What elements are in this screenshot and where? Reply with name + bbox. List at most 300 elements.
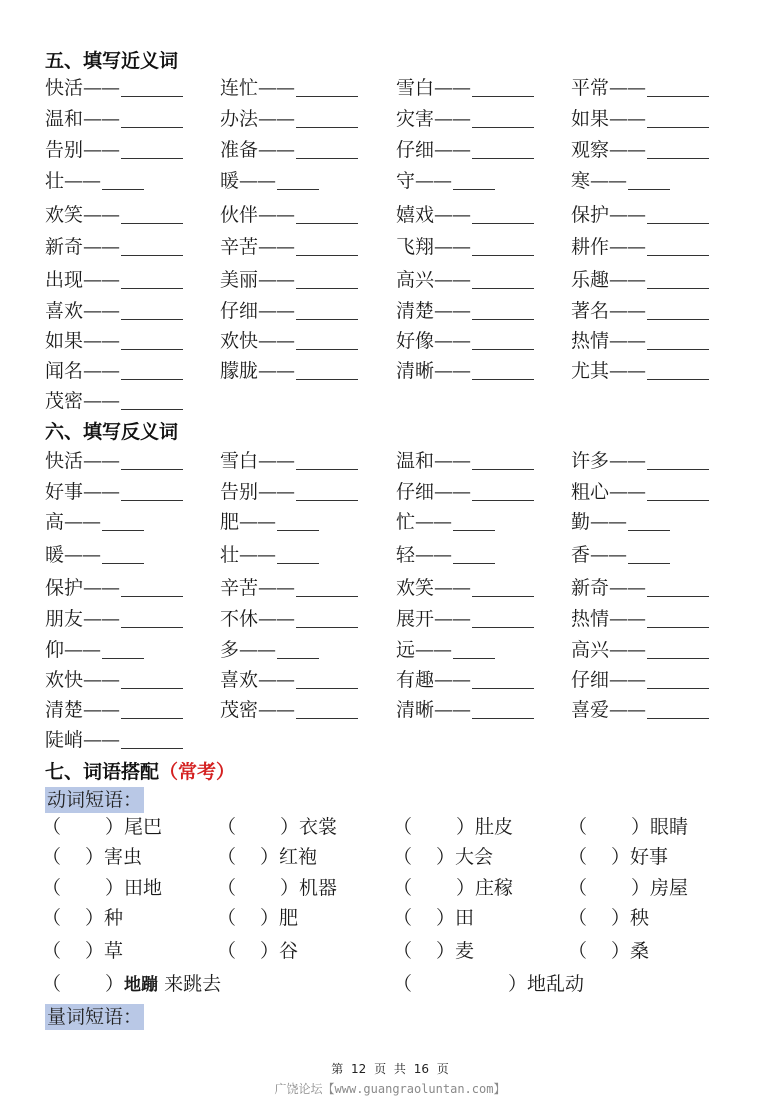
answer-blank[interactable] [647, 578, 709, 597]
close-paren: ） [456, 877, 476, 899]
open-paren: （ [217, 877, 237, 899]
open-paren: （ [42, 973, 62, 995]
word-item [220, 299, 358, 323]
answer-blank[interactable] [296, 237, 358, 256]
answer-blank[interactable] [121, 237, 183, 256]
prompt-word: 辛苦 [220, 236, 259, 258]
dash-separator: —— [258, 699, 295, 721]
close-paren: ） [611, 940, 631, 962]
phrase-row [0, 845, 780, 869]
prompt-word: 清楚 [396, 300, 435, 322]
word-item [220, 576, 358, 600]
section-5-title: 五、填写近义词 [45, 50, 179, 72]
word-item [45, 510, 144, 534]
close-paren: ） [260, 907, 280, 929]
word-item [45, 76, 183, 100]
answer-blank[interactable] [296, 670, 358, 689]
prompt-word: 好事 [45, 481, 84, 503]
exercise-row [0, 543, 780, 567]
word-item [396, 76, 534, 100]
answer-blank[interactable] [296, 482, 358, 501]
dash-separator: —— [609, 608, 646, 630]
phrase-item [393, 876, 513, 900]
prompt-word: 仔细 [396, 481, 435, 503]
prompt-word: 灾害 [396, 108, 435, 130]
open-paren: （ [568, 846, 588, 868]
dash-separator: —— [609, 300, 646, 322]
prompt-word: 清晰 [396, 699, 435, 721]
exercise-row [0, 169, 780, 193]
prompt-word: 清楚 [45, 699, 84, 721]
phrase-item [42, 815, 162, 839]
answer-blank[interactable] [472, 482, 534, 501]
prompt-word: 嬉戏 [396, 204, 435, 226]
dash-separator: —— [258, 236, 295, 258]
answer-blank[interactable] [296, 331, 358, 350]
phrase-item [568, 939, 649, 963]
phrase-item [217, 939, 298, 963]
open-paren: （ [393, 816, 413, 838]
answer-blank[interactable] [296, 451, 358, 470]
open-paren: （ [568, 877, 588, 899]
word-item [571, 638, 709, 662]
dash-separator: —— [434, 330, 471, 352]
answer-blank[interactable] [296, 361, 358, 380]
open-paren: （ [393, 877, 413, 899]
dash-separator: —— [239, 544, 276, 566]
answer-blank[interactable] [628, 545, 670, 564]
word-item [220, 449, 358, 473]
dash-separator: —— [83, 269, 120, 291]
open-paren: （ [217, 816, 237, 838]
answer-blank[interactable] [472, 205, 534, 224]
prompt-word: 耕作 [571, 236, 610, 258]
phrase-noun: 机器 [299, 877, 338, 899]
word-item [45, 107, 183, 131]
answer-blank[interactable] [647, 451, 709, 470]
prompt-word: 喜欢 [45, 300, 84, 322]
answer-blank[interactable] [296, 205, 358, 224]
open-paren: （ [217, 907, 237, 929]
open-paren: （ [393, 846, 413, 868]
word-item [571, 668, 709, 692]
prompt-word: 美丽 [220, 269, 259, 291]
phrase-item [217, 815, 337, 839]
close-paren: ） [105, 973, 125, 995]
answer-blank[interactable] [277, 171, 319, 190]
prompt-word: 多 [220, 639, 240, 661]
exercise-row [0, 480, 780, 504]
dash-separator: —— [239, 170, 276, 192]
word-item [571, 329, 709, 353]
prompt-word: 观察 [571, 139, 610, 161]
prompt-word: 雪白 [396, 77, 435, 99]
prompt-word: 欢笑 [45, 204, 84, 226]
answer-blank[interactable] [121, 578, 183, 597]
exercise-row [0, 235, 780, 259]
close-paren: ） [105, 877, 125, 899]
exercise-row [0, 576, 780, 600]
answer-blank[interactable] [296, 78, 358, 97]
prompt-word: 喜欢 [220, 669, 259, 691]
dash-separator: —— [258, 269, 295, 291]
phrase-item [42, 845, 142, 869]
prompt-word: 朋友 [45, 608, 84, 630]
dash-separator: —— [83, 360, 120, 382]
dash-separator: —— [434, 300, 471, 322]
prompt-word: 高 [45, 511, 65, 533]
dash-separator: —— [83, 669, 120, 691]
answer-blank[interactable] [453, 171, 495, 190]
dash-separator: —— [609, 481, 646, 503]
prompt-word: 温和 [45, 108, 84, 130]
dash-separator: —— [434, 450, 471, 472]
answer-blank[interactable] [647, 482, 709, 501]
section-7-title-text: 七、词语搭配 [45, 761, 160, 783]
dash-separator: —— [83, 330, 120, 352]
answer-blank[interactable] [453, 512, 495, 531]
exercise-row [0, 329, 780, 353]
dash-separator: —— [434, 108, 471, 130]
dash-separator: —— [258, 108, 295, 130]
word-item [220, 169, 319, 193]
answer-blank[interactable] [472, 451, 534, 470]
word-item [45, 299, 183, 323]
answer-blank[interactable] [296, 270, 358, 289]
dash-separator: —— [83, 481, 120, 503]
answer-blank[interactable] [121, 391, 183, 410]
prompt-word: 茂密 [45, 390, 84, 412]
exercise-row [0, 638, 780, 662]
prompt-word: 乐趣 [571, 269, 610, 291]
word-item [396, 510, 495, 534]
word-item [45, 668, 183, 692]
word-item [396, 329, 534, 353]
word-item [571, 510, 670, 534]
prompt-word: 保护 [571, 204, 610, 226]
exercise-row [0, 607, 780, 631]
answer-blank[interactable] [121, 482, 183, 501]
dash-separator: —— [83, 236, 120, 258]
site-watermark: 广饶论坛【www.guangraoluntan.com】 [274, 1082, 506, 1096]
answer-blank[interactable] [647, 670, 709, 689]
answer-blank[interactable] [121, 205, 183, 224]
phrase-noun: 桑 [630, 940, 650, 962]
phrase-noun: 红袍 [279, 846, 318, 868]
exercise-row [0, 299, 780, 323]
word-item [45, 698, 183, 722]
answer-blank[interactable] [647, 301, 709, 320]
answer-blank[interactable] [472, 361, 534, 380]
prompt-word: 寒 [571, 170, 591, 192]
answer-blank[interactable] [453, 640, 495, 659]
answer-blank[interactable] [628, 512, 670, 531]
answer-blank[interactable] [647, 700, 709, 719]
prompt-word: 保护 [45, 577, 84, 599]
word-item [220, 235, 358, 259]
dash-separator: —— [83, 300, 120, 322]
open-paren: （ [42, 907, 62, 929]
answer-blank[interactable] [472, 609, 534, 628]
answer-blank[interactable] [121, 700, 183, 719]
dash-separator: —— [434, 236, 471, 258]
open-paren: （ [393, 973, 413, 995]
prompt-word: 著名 [571, 300, 610, 322]
answer-blank[interactable] [472, 700, 534, 719]
answer-blank[interactable] [277, 512, 319, 531]
answer-blank[interactable] [121, 78, 183, 97]
answer-blank[interactable] [647, 270, 709, 289]
close-paren: ） [456, 816, 476, 838]
answer-blank[interactable] [472, 237, 534, 256]
answer-blank[interactable] [296, 140, 358, 159]
phrase-row [0, 939, 780, 963]
dash-separator: —— [239, 639, 276, 661]
phrase-noun: 田地 [124, 877, 163, 899]
answer-blank[interactable] [121, 361, 183, 380]
prompt-word: 快活 [45, 77, 84, 99]
answer-blank[interactable] [472, 78, 534, 97]
phrase-noun: 麦 [455, 940, 475, 962]
word-item [396, 576, 534, 600]
word-item [571, 543, 670, 567]
word-item [571, 607, 709, 631]
dash-separator: —— [258, 608, 295, 630]
prompt-word: 新奇 [45, 236, 84, 258]
dash-separator: —— [83, 729, 120, 751]
dash-separator: —— [434, 608, 471, 630]
phrase-row [0, 906, 780, 930]
dash-separator: —— [609, 269, 646, 291]
answer-blank[interactable] [472, 578, 534, 597]
exercise-row [0, 510, 780, 534]
dash-separator: —— [609, 450, 646, 472]
answer-blank[interactable] [277, 640, 319, 659]
answer-blank[interactable] [102, 171, 144, 190]
dash-separator: —— [239, 511, 276, 533]
phrase-item [42, 972, 221, 996]
close-paren: ） [631, 816, 651, 838]
phrase-item [217, 845, 317, 869]
phrase-item [42, 876, 162, 900]
answer-blank[interactable] [121, 301, 183, 320]
phrase-noun: 好事 [630, 846, 669, 868]
answer-blank[interactable] [102, 640, 144, 659]
prompt-word: 如果 [571, 108, 610, 130]
dash-separator: —— [415, 511, 452, 533]
exercise-row [0, 698, 780, 722]
word-item [571, 235, 709, 259]
section-7-title [45, 761, 235, 783]
word-item [45, 543, 144, 567]
dash-separator: —— [83, 108, 120, 130]
word-item [571, 449, 709, 473]
prompt-word: 守 [396, 170, 416, 192]
dash-separator: —— [590, 170, 627, 192]
dash-separator: —— [258, 360, 295, 382]
answer-blank[interactable] [628, 171, 670, 190]
answer-blank[interactable] [647, 109, 709, 128]
answer-blank[interactable] [472, 331, 534, 350]
prompt-word: 出现 [45, 269, 84, 291]
answer-blank[interactable] [647, 237, 709, 256]
answer-blank[interactable] [102, 512, 144, 531]
dash-separator: —— [83, 139, 120, 161]
word-item [571, 76, 709, 100]
word-item [396, 543, 495, 567]
word-item [220, 359, 358, 383]
answer-blank[interactable] [121, 609, 183, 628]
dash-separator: —— [609, 699, 646, 721]
dash-separator: —— [434, 269, 471, 291]
open-paren: （ [568, 940, 588, 962]
dash-separator: —— [434, 669, 471, 691]
word-item [571, 107, 709, 131]
word-item [396, 638, 495, 662]
dash-separator: —— [83, 390, 120, 412]
phrase-noun: 种 [104, 907, 124, 929]
open-paren: （ [568, 907, 588, 929]
word-item [571, 138, 709, 162]
prompt-word: 仰 [45, 639, 65, 661]
answer-blank[interactable] [647, 205, 709, 224]
answer-blank[interactable] [277, 545, 319, 564]
dash-separator: —— [609, 360, 646, 382]
word-item [45, 235, 183, 259]
answer-blank[interactable] [647, 609, 709, 628]
answer-blank[interactable] [453, 545, 495, 564]
close-paren: ） [436, 846, 456, 868]
prompt-word: 喜爱 [571, 699, 610, 721]
answer-blank[interactable] [296, 301, 358, 320]
answer-blank[interactable] [121, 140, 183, 159]
dash-separator: —— [258, 139, 295, 161]
phrase-item [217, 906, 298, 930]
prompt-word: 热情 [571, 330, 610, 352]
answer-blank[interactable] [472, 109, 534, 128]
open-paren: （ [568, 816, 588, 838]
phrase-item [393, 845, 493, 869]
dash-separator: —— [609, 77, 646, 99]
word-item [45, 268, 183, 292]
word-item [45, 329, 183, 353]
close-paren: ） [611, 907, 631, 929]
phrase-noun: 庄稼 [475, 877, 514, 899]
prompt-word: 欢笑 [396, 577, 435, 599]
dash-separator: —— [258, 300, 295, 322]
prompt-word: 飞翔 [396, 236, 435, 258]
phrase-noun: 肥 [279, 907, 299, 929]
word-item [571, 268, 709, 292]
dash-separator: —— [609, 330, 646, 352]
word-item [45, 480, 183, 504]
prompt-word: 肥 [220, 511, 240, 533]
answer-blank[interactable] [647, 640, 709, 659]
answer-blank[interactable] [121, 270, 183, 289]
dash-separator: —— [415, 544, 452, 566]
phrase-item [217, 876, 337, 900]
answer-blank[interactable] [647, 78, 709, 97]
phrase-noun: 害虫 [104, 846, 143, 868]
answer-blank[interactable] [296, 578, 358, 597]
dash-separator: —— [415, 639, 452, 661]
phrase-noun: 肚皮 [475, 816, 514, 838]
dash-separator: —— [434, 139, 471, 161]
prompt-word: 快活 [45, 450, 84, 472]
answer-blank[interactable] [121, 331, 183, 350]
word-item [45, 449, 183, 473]
close-paren: ） [85, 907, 105, 929]
close-paren: ） [105, 816, 125, 838]
measure-phrases-label: 量词短语： [47, 1006, 143, 1028]
dash-separator: —— [83, 577, 120, 599]
answer-blank[interactable] [121, 670, 183, 689]
answer-blank[interactable] [472, 270, 534, 289]
prompt-word: 连忙 [220, 77, 259, 99]
word-item [571, 169, 670, 193]
dash-separator: —— [258, 450, 295, 472]
answer-blank[interactable] [121, 451, 183, 470]
prompt-word: 清晰 [396, 360, 435, 382]
answer-blank[interactable] [472, 140, 534, 159]
answer-blank[interactable] [121, 109, 183, 128]
answer-blank[interactable] [121, 730, 183, 749]
answer-blank[interactable] [647, 361, 709, 380]
prompt-word: 辛苦 [220, 577, 259, 599]
exercise-row [0, 203, 780, 227]
dash-separator: —— [609, 139, 646, 161]
dash-separator: —— [434, 577, 471, 599]
word-item [220, 510, 319, 534]
word-item [571, 203, 709, 227]
answer-blank[interactable] [647, 331, 709, 350]
dash-separator: —— [83, 77, 120, 99]
answer-blank[interactable] [296, 109, 358, 128]
dash-separator: —— [64, 170, 101, 192]
answer-blank[interactable] [296, 700, 358, 719]
prompt-word: 告别 [220, 481, 259, 503]
prompt-word: 朦胧 [220, 360, 259, 382]
word-item [396, 668, 534, 692]
dash-separator: —— [258, 204, 295, 226]
dash-separator: —— [415, 170, 452, 192]
answer-blank[interactable] [472, 670, 534, 689]
phrase-row [0, 815, 780, 839]
dash-separator: —— [64, 544, 101, 566]
word-item [45, 389, 183, 413]
prompt-word: 暖 [220, 170, 240, 192]
prompt-word: 告别 [45, 139, 84, 161]
prompt-word: 粗心 [571, 481, 610, 503]
prompt-word: 壮 [220, 544, 240, 566]
close-paren: ） [260, 846, 280, 868]
answer-blank[interactable] [647, 140, 709, 159]
prompt-word: 准备 [220, 139, 259, 161]
dash-separator: —— [434, 204, 471, 226]
prompt-word: 热情 [571, 608, 610, 630]
answer-blank[interactable] [102, 545, 144, 564]
answer-blank[interactable] [296, 609, 358, 628]
phrase-noun: 房屋 [650, 877, 689, 899]
prompt-word: 茂密 [220, 699, 259, 721]
phrase-text: 地乱动 [527, 973, 585, 995]
dash-separator: —— [258, 77, 295, 99]
phrase-item [393, 815, 513, 839]
exercise-row [0, 359, 780, 383]
dash-separator: —— [609, 577, 646, 599]
phrase-item [393, 939, 474, 963]
answer-blank[interactable] [472, 301, 534, 320]
